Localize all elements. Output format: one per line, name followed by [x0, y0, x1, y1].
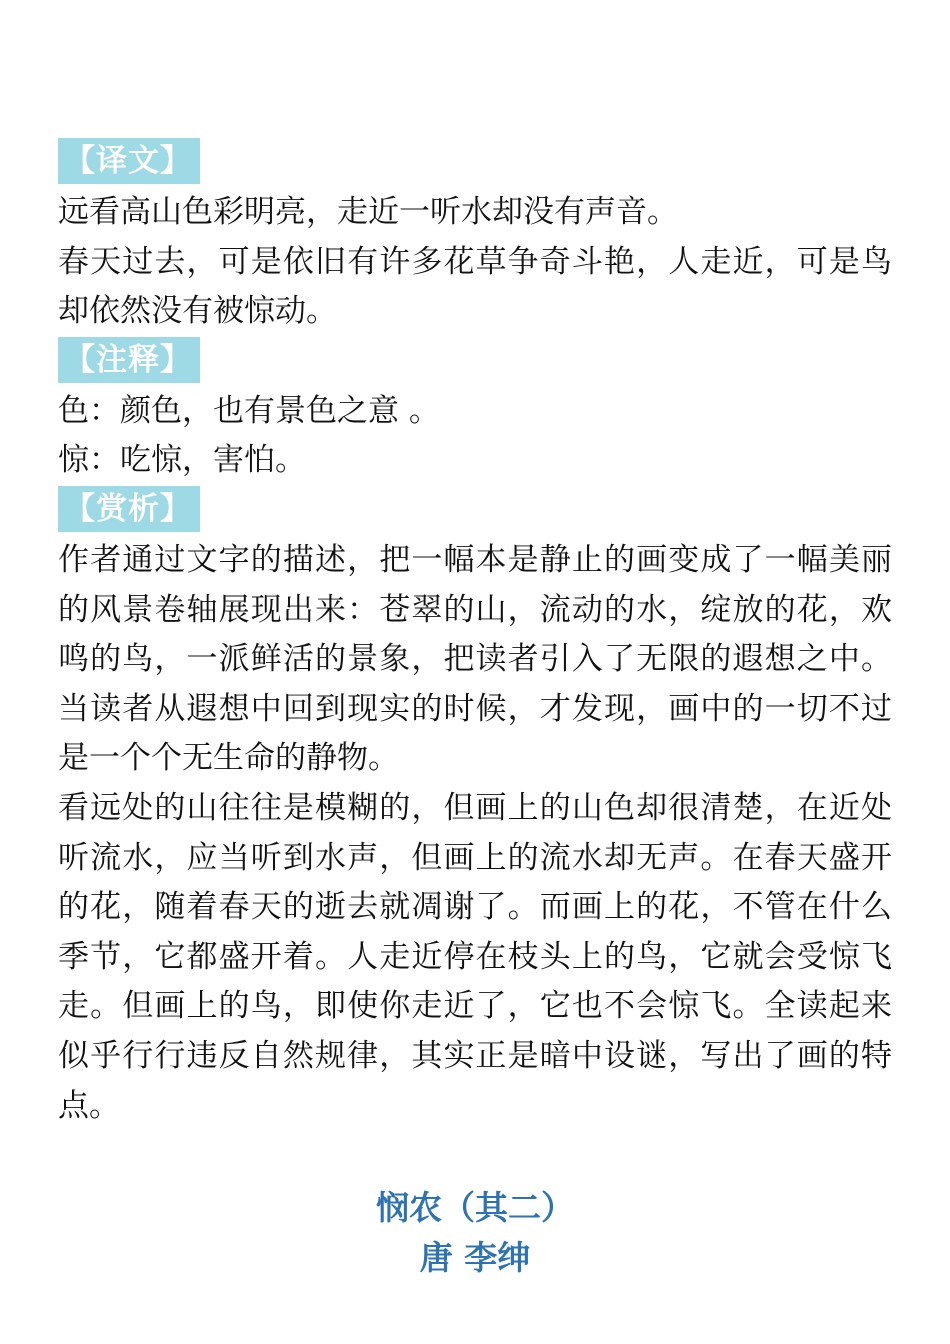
- note-item: 惊：吃惊，害怕。: [58, 442, 306, 479]
- poem-author: 唐 李绅: [419, 1238, 531, 1277]
- document-body: [58, 138, 892, 1131]
- appreciation-heading: 【赏析】: [58, 486, 200, 532]
- poem-title: 悯农（其二）: [376, 1188, 574, 1227]
- appreciation-paragraph: 看远处的山往往是模糊的，但画上的山色却很清楚，在近处听流水，应当听到水声，但画上的流水却无声。在春天盛开的花，随着春天的逝去就凋谢了。而画上的花，不管在什么季节，它都盛开着。人走近停在枝头上的鸟，它就会受惊飞走。但画上的鸟，即使你走近了，它也不会惊飞。全读起来似乎行行违反自然规律，其实正是暗中设谜，写出了画的特点。: [58, 789, 892, 1124]
- translation-paragraph: 春天过去，可是依旧有许多花草争奇斗艳，人走近，可是鸟却依然没有被惊动。: [58, 243, 892, 330]
- notes-heading: 【注释】: [58, 337, 200, 383]
- note-item: 色：颜色，也有景色之意 。: [58, 392, 440, 429]
- translation-heading: 【译文】: [58, 138, 200, 184]
- appreciation-paragraph: 作者通过文字的描述，把一幅本是静止的画变成了一幅美丽的风景卷轴展现出来：苍翠的山，流动的水，绽放的花，欢鸣的鸟，一派鲜活的景象，把读者引入了无限的遐想之中。当读者从遐想中回到现实的时候，才发现，画中的一切不过是一个个无生命的静物。: [58, 541, 892, 777]
- translation-paragraph: 远看高山色彩明亮，走近一听水却没有声音。: [58, 194, 678, 230]
